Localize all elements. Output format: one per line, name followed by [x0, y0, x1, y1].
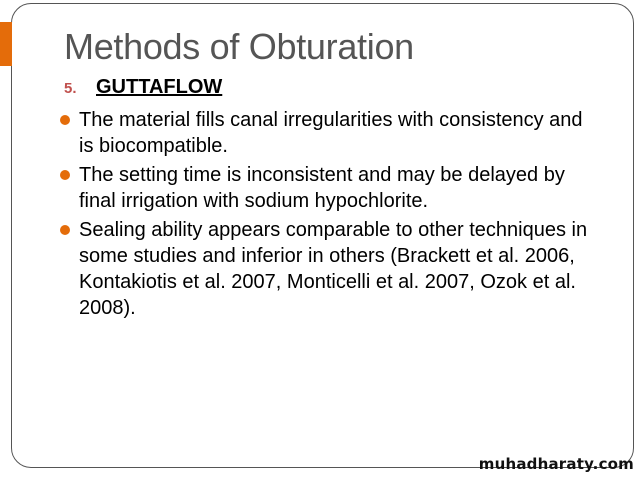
- bullet-dot-icon: [60, 225, 70, 235]
- heading-text: GUTTAFLOW: [96, 76, 223, 98]
- slide-title: Methods of Obturation: [64, 26, 414, 67]
- bullet-item: [60, 107, 600, 159]
- bullet-dot-icon: [60, 170, 70, 180]
- title-accent-bar: [0, 22, 12, 66]
- bullet-text: The material fills canal irregularities with consistency and is biocompatible.: [79, 109, 583, 157]
- bullet-item: [60, 217, 600, 321]
- bullet-text: The setting time is inconsistent and may be delayed by final irrigation with sodium hypochlorite.: [79, 164, 565, 212]
- numbered-heading: [64, 76, 222, 99]
- bullet-text: Sealing ability appears comparable to other techniques in some studies and inferior in others (Brackett et al. 2006, Kontakiotis et al. 2007, Monticelli et al. 2007, Ozok et al. 2008).: [79, 219, 588, 319]
- bullet-dot-icon: [60, 115, 70, 125]
- bullet-item: [60, 162, 600, 214]
- watermark: muhadharaty.com: [478, 455, 634, 473]
- heading-number: 5.: [64, 80, 77, 97]
- bullet-list: [60, 107, 600, 324]
